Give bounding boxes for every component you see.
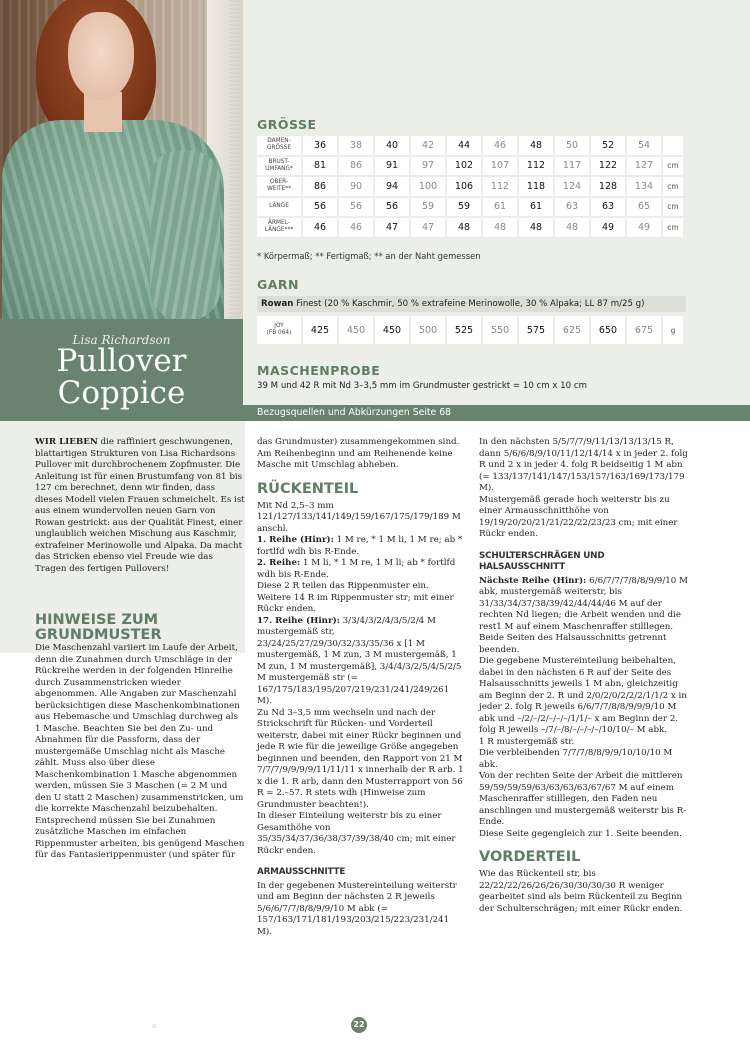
size-value-cell: 48 — [555, 218, 589, 237]
table-row — [257, 218, 683, 237]
row-label: OBER- WEITE** — [257, 177, 301, 196]
size-value-cell: 59 — [411, 198, 445, 217]
paragraph: In dieser Einteilung weiterstr bis zu einer Gesamthöhe von 35/35/34/37/36/38/37/39/38/40 cm; mit einer Rückr enden. — [257, 811, 456, 856]
size-value-cell: 128 — [591, 177, 625, 196]
size-value-cell: 48 — [519, 218, 553, 237]
yarn-desc: Finest (20 % Kaschmir, 50 % extrafeine Merinowolle, 30 % Alpaka; LL 87 m/25 g) — [293, 299, 645, 309]
designer-name: Lisa Richardson — [72, 333, 171, 347]
size-value-cell: 90 — [339, 177, 373, 196]
title-line-2: Coppice — [57, 375, 186, 411]
model-photo — [0, 0, 243, 319]
size-value-cell: 63 — [555, 198, 589, 217]
row-label: JOY (FB 064) — [257, 316, 301, 344]
size-value-cell: 56 — [375, 198, 409, 217]
column-1 — [35, 437, 245, 862]
column-3 — [479, 437, 689, 915]
unit-cell — [663, 136, 683, 155]
paragraph: 1 R mustergemäß str. — [479, 736, 575, 747]
yarn-description — [257, 296, 686, 312]
paragraph: Diese Seite gegengleich zur 1. Seite beenden. — [479, 828, 682, 839]
size-value-cell: 65 — [627, 198, 661, 217]
hinweise-heading: HINWEISE ZUM GRUNDMUSTER — [35, 612, 162, 643]
paragraph: Von der rechten Seite der Arbeit die mittleren 59/59/59/59/63/63/63/63/67/67 M auf einem Maschenraffer stilllegen, den Faden neu anschlingen und mustergemäß weiterstr bis R-Ende. — [479, 771, 687, 827]
title-block — [0, 319, 243, 421]
size-value-cell: 61 — [483, 198, 517, 217]
unit-cell: cm — [663, 218, 683, 237]
size-value-cell: 81 — [303, 157, 337, 176]
size-value-cell: 124 — [555, 177, 589, 196]
size-table — [255, 134, 685, 239]
size-value-cell: 63 — [591, 198, 625, 217]
small-mark: o — [152, 1022, 157, 1030]
size-value-cell: 48 — [447, 218, 481, 237]
size-value-cell: 46 — [339, 218, 373, 237]
size-value-cell: 52 — [591, 136, 625, 155]
size-value-cell: 50 — [555, 136, 589, 155]
column-2 — [257, 437, 465, 938]
table-row — [257, 136, 683, 155]
row-label: BRUST- UMFANG* — [257, 157, 301, 176]
size-value-cell: 91 — [375, 157, 409, 176]
row-label: DAMEN- GRÖSSE — [257, 136, 301, 155]
size-value-cell: 56 — [339, 198, 373, 217]
size-value-cell: 86 — [303, 177, 337, 196]
size-value-cell: 49 — [627, 218, 661, 237]
size-value-cell: 425 — [303, 316, 337, 344]
paragraph: Mit Nd 2,5–3 mm 121/127/133/141/149/159/167/175/179/189 M anschl. — [257, 500, 461, 534]
size-value-cell: 46 — [483, 136, 517, 155]
intro-paragraph: WIR LIEBEN die raffiniert geschwungenen, blattartigen Strukturen von Lisa Richardsons Pullover mit durchbrochenem Zopfmuster. Die Anleitung ist für einen Brustumfang von 81 bis 127 cm berechnet, denn wir finden, dass dieses Modell vielen Frauen schmeichelt. Es ist aus einem wundervollen neuen Garn von Rowan gestrickt: aus der Qualität Finest, einer unglaublich weichen Mischung aus Kaschmir, extrafeiner Merinowolle und Alpaka. Da macht das Stricken ebenso viel Freude wie das Tragen des fertigen Pullovers! — [35, 437, 245, 574]
yarn-brand: Rowan — [261, 299, 294, 309]
title-line-1: Pullover — [56, 343, 187, 379]
size-value-cell: 117 — [555, 157, 589, 176]
size-value-cell: 40 — [375, 136, 409, 155]
size-value-cell: 575 — [519, 316, 553, 344]
paragraph: 17. Reihe (Hinr): 3/3/4/3/2/4/3/5/2/4 M mustergemäß str, 23/24/25/27/29/30/32/33/35/36 x [1 M mustergemäß, 1 M zun, 3 M mustergemäß, 1 M zun, 1 M mustergemäß], 3/4/4/3/2/5/4/5/2/5 M mustergemäß str (= 167/175/183/195/207/219/231/241/249/261 M). — [257, 615, 462, 706]
table-row — [257, 316, 683, 344]
size-value-cell: 625 — [555, 316, 589, 344]
size-value-cell: 118 — [519, 177, 553, 196]
size-value-cell: 42 — [411, 136, 445, 155]
size-value-cell: 134 — [627, 177, 661, 196]
paragraph: In der gegebenen Mustereinteilung weiterstr und am Beginn der nächsten 2 R jeweils 5/6/6/7/7/8/8/9/9/10 M abk (= 157/163/171/181/193/203/215/223/231/241 M). — [257, 880, 457, 937]
size-value-cell: 550 — [483, 316, 517, 344]
size-value-cell: 650 — [591, 316, 625, 344]
maschenprobe-heading: MASCHENPROBE — [257, 363, 381, 378]
rueckenteil-heading: RÜCKENTEIL — [257, 480, 359, 497]
paragraph: Beide Seiten des Halsausschnitts getrennt beenden. — [479, 633, 667, 655]
yarn-table — [255, 314, 685, 346]
table-row — [257, 198, 683, 217]
size-value-cell: 525 — [447, 316, 481, 344]
row-label: ÄRMEL- LÄNGE*** — [257, 218, 301, 237]
paragraph: Mustergemäß gerade hoch weiterstr bis zu einer Armausschnitthöhe von 19/19/20/20/21/21/22/22/23/23 cm; mit einer Rückr enden. — [479, 494, 678, 539]
size-value-cell: 122 — [591, 157, 625, 176]
size-value-cell: 102 — [447, 157, 481, 176]
row-label: LÄNGE — [257, 198, 301, 217]
size-value-cell: 94 — [375, 177, 409, 196]
armausschnitte-heading: ARMAUSSCHNITTE — [257, 867, 346, 877]
paragraph: Diese 2 R teilen das Rippenmuster ein. Weitere 14 R im Rippenmuster str; mit einer Rückr enden. — [257, 581, 454, 614]
groesse-heading: GRÖSSE — [257, 117, 317, 132]
unit-cell: cm — [663, 198, 683, 217]
size-value-cell: 48 — [519, 136, 553, 155]
size-value-cell: 106 — [447, 177, 481, 196]
paragraph: Wie das Rückenteil str, bis 22/22/22/26/26/26/30/30/30/30 R weniger gearbeitet sind als beim Rückenteil zu Beginn der Schulterschrägen; mit einer Rückr enden. — [479, 869, 683, 914]
size-value-cell: 44 — [447, 136, 481, 155]
size-value-cell: 112 — [519, 157, 553, 176]
paragraph: 1. Reihe (Hinr): 1 M re, * 1 M li, 1 M re; ab * fortlfd wdh bis R-Ende. — [257, 535, 463, 557]
schulter-heading: SCHULTERSCHRÄGEN UND HALSAUSSCHNITT — [479, 550, 605, 572]
size-value-cell: 48 — [483, 218, 517, 237]
unit-cell: cm — [663, 177, 683, 196]
unit-cell: g — [663, 316, 683, 344]
intro-lead: WIR LIEBEN — [35, 437, 98, 447]
unit-cell: cm — [663, 157, 683, 176]
size-value-cell: 47 — [411, 218, 445, 237]
hinweise-text: Die Maschenzahl variiert im Laufe der Arbeit, denn die Zunahmen durch Umschläge in der Rückreihe werden in der folgenden Hinreihe durch Zusammenstricken wieder abgenommen. Alle Angaben zur Maschenzahl berücksichtigen diese Maschenkombinationen aus Hebemasche und Umschlag durchweg als 1 Masche. Beachten Sie bei den Zu- und Abnahmen für die Passform, dass der mustergemäße Umschlag nicht als Masche zählt. Muss also über diese Maschenkombination 1 Masche abgenommen werden, müssen Sie 3 Maschen (= 2 M und den U statt 2 Maschen) zusammenstricken, um die korrekte Maschenzahl beizubehalten. Entsprechend müssen Sie bei Zunahmen zusätzliche Maschen im einfachen Rippenmuster arbeiten, bis genügend Maschen für das Fantasierippenmuster (und später für — [35, 643, 245, 860]
size-value-cell: 38 — [339, 136, 373, 155]
table-row — [257, 157, 683, 176]
size-value-cell: 54 — [627, 136, 661, 155]
paragraph: Nächste Reihe (Hinr): 6/6/7/7/7/8/8/9/9/10 M abk, mustergemäß weiterstr, bis 31/33/34/37/38/39/42/44/44/46 M auf der rechten Nd liegen; die Arbeit wenden und die rest1 M auf einem Maschenraffer stilllegen. — [479, 575, 688, 632]
size-value-cell: 112 — [483, 177, 517, 196]
size-value-cell: 450 — [339, 316, 373, 344]
paragraph: Die gegebene Mustereinteilung beibehalten, dabei in den nächsten 6 R auf der Seite des Halsausschnitts jeweils 1 M abn, gleichzeitig am Beginn der 2. R und 2/0/2/0/2/2/2/1/1/2 x in jeder 2. folg R jeweils 6/6/7/7/8/8/9/9/9/10 M abk und –/2/–/2/–/–/–/1/1/– x am Beginn der 2. folg R jeweils –/7/–/8/–/–/–/–/10/10/– M abk. — [479, 656, 687, 735]
maschenprobe-text: 39 M und 42 R mit Nd 3–3,5 mm im Grundmuster gestrickt = 10 cm x 10 cm — [257, 381, 587, 391]
size-value-cell: 500 — [411, 316, 445, 344]
size-value-cell: 56 — [303, 198, 337, 217]
paragraph: Die verbleibenden 7/7/7/8/8/9/9/10/10/10 M abk. — [479, 748, 673, 770]
size-value-cell: 675 — [627, 316, 661, 344]
size-value-cell: 49 — [591, 218, 625, 237]
bezug-bar: Bezugsquellen und Abkürzungen Seite 68 — [243, 405, 750, 421]
paragraph: das Grundmuster) zusammengekommen sind. Am Reihenbeginn und am Reihenende keine Masche mit Umschlag abheben. — [257, 437, 460, 470]
table-row — [257, 177, 683, 196]
size-value-cell: 36 — [303, 136, 337, 155]
size-value-cell: 47 — [375, 218, 409, 237]
paragraph: 2. Reihe: 1 M li, * 1 M re, 1 M li; ab * fortlfd wdh bis R-Ende. — [257, 558, 456, 580]
size-value-cell: 127 — [627, 157, 661, 176]
paragraph: In den nächsten 5/5/7/7/9/11/13/13/13/15 R, dann 5/6/6/8/9/10/11/12/14/14 x in jeder 2. folg R und 2 x in jeder 4. folg R beidseitig 1 M abn (= 133/137/141/147/153/157/163/169/173/179 M). — [479, 437, 688, 493]
size-value-cell: 450 — [375, 316, 409, 344]
paragraph: Zu Nd 3–3,5 mm wechseln und nach der Strickschrift für Rücken- und Vorderteil weiterstr, dabei mit einer Rückr beginnen und jede R wie für die jeweilige Größe angegeben beginnen und beenden, den Rapport von 21 M 7/7/7/9/9/9/9/11/11/11 x innerhalb der R arb. 1 x die 1. R arb, dann den Musterrapport von 56 R = 2.–57. R stets wdh (Hinweise zum Grundmuster beachten!). — [257, 707, 464, 810]
size-value-cell: 107 — [483, 157, 517, 176]
size-value-cell: 100 — [411, 177, 445, 196]
garn-heading: GARN — [257, 277, 300, 292]
size-footnote: * Körpermaß; ** Fertigmaß; ** an der Naht gemessen — [257, 251, 481, 261]
size-value-cell: 86 — [339, 157, 373, 176]
vorderteil-heading: VORDERTEIL — [479, 849, 581, 865]
size-value-cell: 46 — [303, 218, 337, 237]
size-value-cell: 61 — [519, 198, 553, 217]
size-value-cell: 59 — [447, 198, 481, 217]
size-value-cell: 97 — [411, 157, 445, 176]
page-number: 22 — [351, 1017, 367, 1033]
